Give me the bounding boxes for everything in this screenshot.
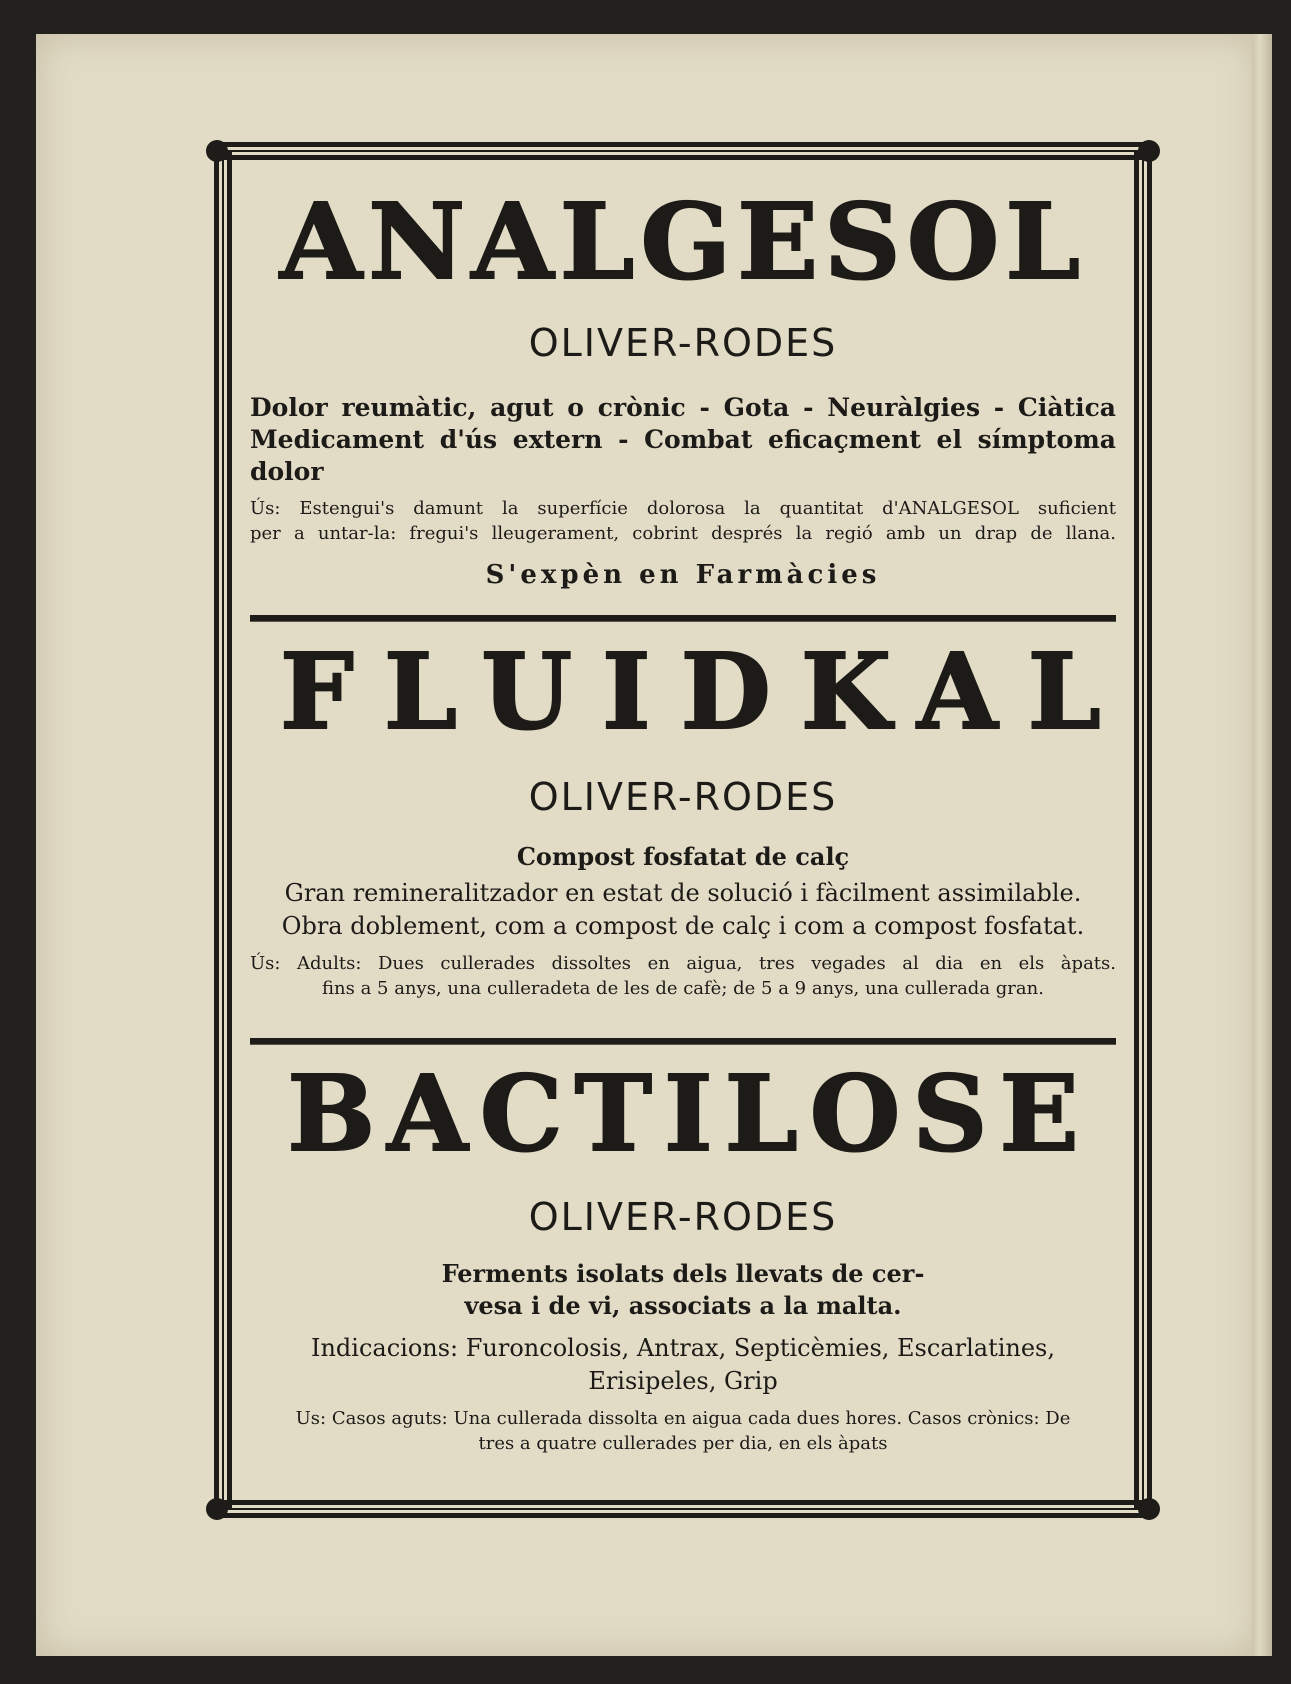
- corner-ornament: [1138, 140, 1160, 162]
- facing-page-edge: [1252, 34, 1272, 1656]
- indications: [250, 1332, 1116, 1398]
- description: [250, 877, 1116, 943]
- advertisement-content: [250, 170, 1131, 1490]
- usage-text: [250, 496, 1116, 546]
- subtitle: Compost fosfatat de calç: [516, 842, 850, 871]
- feature-line: Dolor reumàtic, agut o crònic - Gota - Neuràlgies - Ciàtica: [250, 393, 1116, 422]
- description-line: Gran remineralitzador en estat de solució i fàcilment assimilable.: [284, 879, 1082, 907]
- maker-name: OLIVER-RODES: [528, 1195, 838, 1239]
- feature-lines: [250, 392, 1116, 488]
- usage-line: Us: Casos aguts: Una cullerada dissolta en aigua cada dues hores. Casos crònics: De: [295, 1408, 1071, 1429]
- frame-top-rule: [216, 140, 1150, 162]
- section-divider: [250, 1038, 1116, 1045]
- indication-line: Indicacions: Furoncolosis, Antrax, Septicèmies, Escarlatines,: [310, 1334, 1055, 1362]
- corner-ornament: [206, 140, 228, 162]
- advertisement-frame: [212, 140, 1154, 1520]
- usage-line: fins a 5 anys, una culleradeta de les de cafè; de 5 a 9 anys, una cullerada gran.: [322, 978, 1044, 999]
- description-line: Obra doblement, com a compost de calç i com a compost fosfatat.: [281, 912, 1085, 940]
- subtitle: [250, 1258, 1116, 1322]
- corner-ornament: [1138, 1498, 1160, 1520]
- ad-bactilose: [250, 1052, 1116, 1456]
- brand-title: BACTILOSE: [287, 1052, 1091, 1175]
- brand-title: FLUIDKAL: [280, 630, 1131, 753]
- usage-line: Ús: Adults: Dues cullerades dissoltes en aigua, tres vegades al dia en els àpats.: [250, 953, 1116, 974]
- usage-line: tres a quatre cullerades per dia, en els àpats: [478, 1433, 888, 1454]
- usage-text: [250, 1406, 1116, 1456]
- sold-at-text: S'expèn en Farmàcies: [485, 560, 881, 590]
- maker-name: OLIVER-RODES: [528, 775, 838, 819]
- ad-analgesol: [250, 180, 1116, 590]
- subtitle-line: Ferments isolats dels llevats de cer-: [441, 1259, 925, 1288]
- frame-left-rule: [212, 152, 234, 1508]
- frame-right-rule: [1132, 152, 1154, 1508]
- brand-title: ANALGESOL: [279, 180, 1087, 303]
- indication-line: Erisipeles, Grip: [588, 1367, 778, 1395]
- corner-ornament: [206, 1498, 228, 1520]
- section-divider: [250, 615, 1116, 622]
- frame-bottom-rule: [216, 1498, 1150, 1520]
- feature-line: Medicament d'ús extern - Combat eficaçment el símptoma dolor: [250, 425, 1116, 486]
- usage-text: [250, 951, 1116, 1001]
- usage-line: Ús: Estengui's damunt la superfície dolorosa la quantitat d'ANALGESOL suficient: [250, 498, 1116, 519]
- ad-fluidkal: [250, 630, 1131, 1001]
- subtitle-line: vesa i de vi, associats a la malta.: [464, 1291, 902, 1320]
- usage-line: per a untar-la: fregui's lleugerament, cobrint després la regió amb un drap de llana.: [250, 523, 1116, 544]
- maker-name: OLIVER-RODES: [528, 321, 838, 365]
